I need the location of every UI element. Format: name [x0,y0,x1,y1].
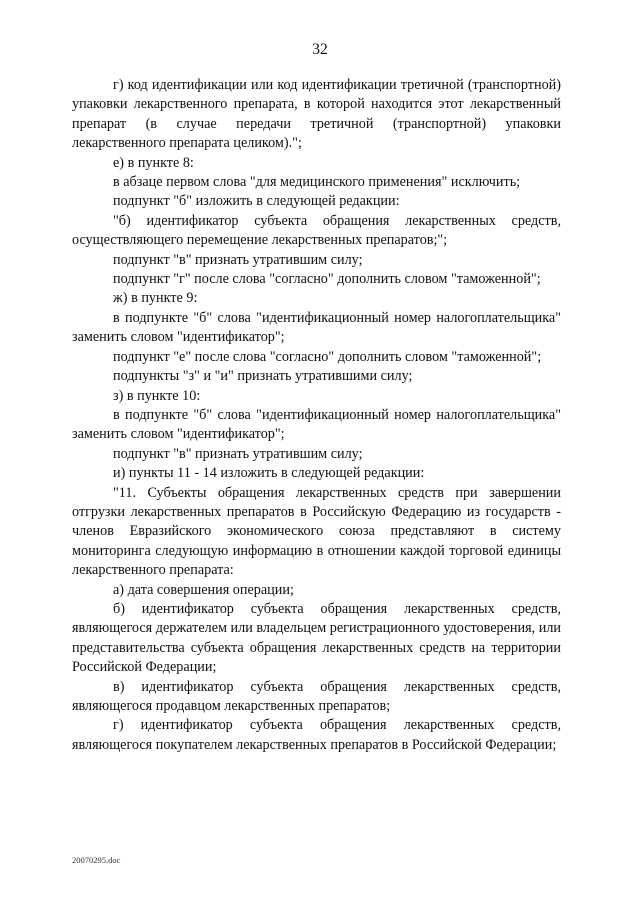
paragraph: подпункт "е" после слова "согласно" дополнить словом "таможенной"; [113,348,542,365]
paragraph: подпункт "б" изложить в следующей редакции: [113,193,400,210]
paragraph: з) в пункте 10: [113,387,201,404]
paragraph: в подпункте "б" слова "идентификационный номер налогоплательщика" заменить словом "идентификатор"; [72,406,561,443]
paragraph: в подпункте "б" слова "идентификационный номер налогоплательщика" заменить словом "идентификатор"; [72,309,561,346]
paragraph: в) идентификатор субъекта обращения лекарственных средств, являющегося продавцом лекарственных препаратов; [72,678,561,714]
paragraph: подпункт "в" признать утратившим силу; [113,251,363,268]
paragraph: г) идентификатор субъекта обращения лекарственных средств, являющегося покупателем лекарственных препаратов в Российской Федерации; [72,717,561,753]
paragraph: а) дата совершения операции; [113,581,294,598]
paragraph: "11. Субъекты обращения лекарственных средств при завершении отгрузки лекарственных препаратов в Российскую Федерацию из государств - членов Евразийского экономического союза представляют в систему мониторинга следующую информацию в отношении каждой торговой единицы лекарственного препарата: [72,484,561,579]
page-number: 32 [312,41,328,58]
footer-filename: 20070295.doc [72,855,121,865]
paragraph: ж) в пункте 9: [113,290,198,307]
paragraph: и) пункты 11 - 14 изложить в следующей редакции: [113,465,425,482]
paragraph: е) в пункте 8: [113,154,194,171]
paragraph: в абзаце первом слова "для медицинского применения" исключить; [113,174,521,191]
document-body [72,76,561,755]
paragraph: подпункты "з" и "и" признать утратившими силу; [113,368,413,385]
paragraph: подпункт "г" после слова "согласно" дополнить словом "таможенной"; [113,271,541,288]
paragraph: б) идентификатор субъекта обращения лекарственных средств, являющегося держателем или владельцем регистрационного удостоверения, или представительства субъекта обращения лекарственных средств на территории Российской Федерации; [72,600,561,676]
paragraph: г) код идентификации или код идентификации третичной (транспортной) упаковки лекарственного препарата, в которой находится этот лекарственный препарат (в случае передачи третичной (транспортной) упаковки лекарственного препарата целиком)."; [72,77,561,152]
paragraph: "б) идентификатор субъекта обращения лекарственных средств, осуществляющего перемещение лекарственных препаратов;"; [72,212,561,249]
paragraph: подпункт "в" признать утратившим силу; [113,445,363,462]
